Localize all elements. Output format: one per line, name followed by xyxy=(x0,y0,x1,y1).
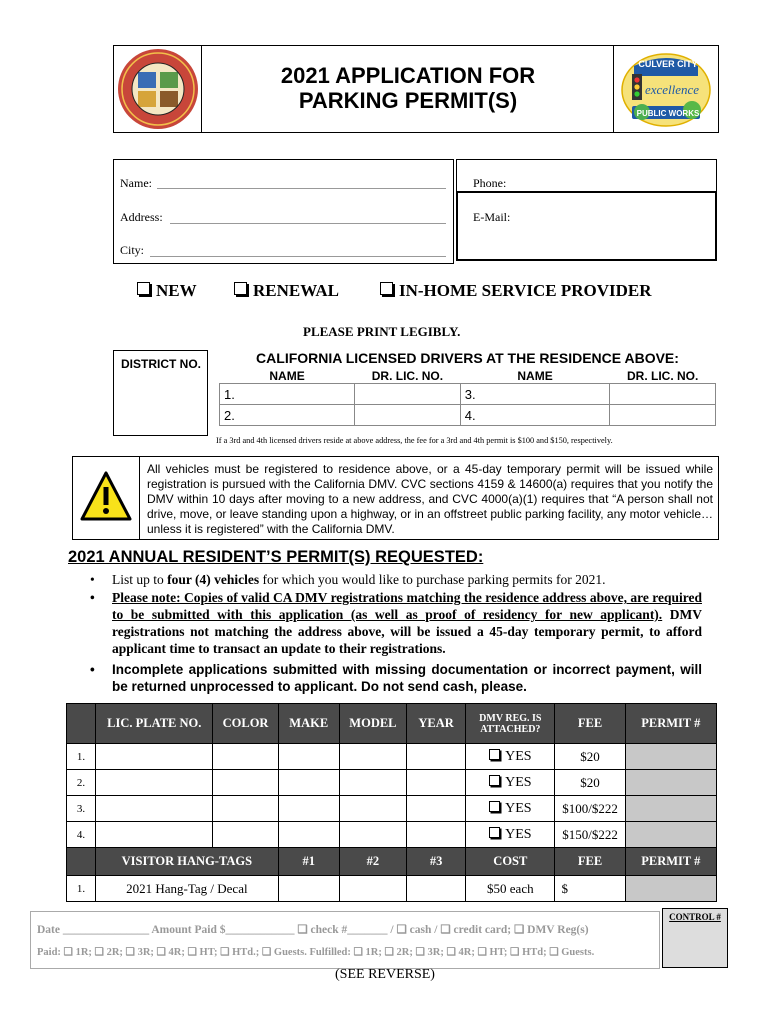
cost-cell: $50 each xyxy=(466,876,555,902)
title-line-2: PARKING PERMIT(S) xyxy=(298,88,518,113)
drivers-table xyxy=(219,369,716,426)
checkbox-icon xyxy=(489,775,500,786)
driver-row-4[interactable]: 4. xyxy=(460,405,610,426)
driver-name-header-2: NAME xyxy=(517,369,553,383)
tag2-header: #2 xyxy=(339,848,406,876)
bullet-1-pre: List up to xyxy=(112,572,168,587)
plate-input[interactable] xyxy=(96,796,213,822)
renewal-checkbox[interactable] xyxy=(234,281,339,301)
control-label: CONTROL # xyxy=(669,912,721,922)
color-input[interactable] xyxy=(213,770,278,796)
model-input[interactable] xyxy=(339,744,406,770)
make-input[interactable] xyxy=(278,822,339,848)
dmv-yes-checkbox[interactable] xyxy=(466,822,555,848)
bullet-icon: • xyxy=(90,662,95,677)
tag3-input[interactable] xyxy=(407,876,466,902)
checkbox-icon xyxy=(489,801,500,812)
office-use-line-2: Paid: ❑ 1R; ❑ 2R; ❑ 3R; ❑ 4R; ❑ HT; ❑ HTd.; ❑ Guests. Fulfilled: ❑ 1R; ❑ 2R; ❑ 3R; ❑ 4R; ❑ HT; ❑ HTd; ❑ Guests. xyxy=(37,947,595,958)
vehicle-table xyxy=(66,703,717,902)
district-input[interactable] xyxy=(118,375,202,431)
model-input[interactable] xyxy=(339,822,406,848)
table-row xyxy=(67,822,717,848)
permit-cell xyxy=(625,770,716,796)
city-label: City: xyxy=(120,243,145,257)
tag1-header: #1 xyxy=(278,848,339,876)
bullet-icon: • xyxy=(90,572,95,587)
visitor-permit-header: PERMIT # xyxy=(625,848,716,876)
bullet-2-rest: DMV registrations not matching the address above, will be issued a 45-day temporary permit, to afford applicant time to transact an update to their registrations. xyxy=(112,607,702,656)
model-input[interactable] xyxy=(339,770,406,796)
checkbox-icon xyxy=(489,827,500,838)
fee-cell: $100/$222 xyxy=(555,796,625,822)
provider-label: IN-HOME SERVICE PROVIDER xyxy=(399,281,652,300)
district-label: DISTRICT NO. xyxy=(121,357,201,371)
see-reverse: (SEE REVERSE) xyxy=(335,967,435,982)
color-header: COLOR xyxy=(213,704,278,744)
city-seal-icon xyxy=(114,46,201,132)
driver-row-1[interactable]: 1. xyxy=(220,384,355,405)
make-header: MAKE xyxy=(278,704,339,744)
row-number: 2. xyxy=(67,770,96,796)
permit-cell xyxy=(625,744,716,770)
bullet-3 xyxy=(90,661,702,695)
city-field[interactable] xyxy=(150,256,446,257)
fee-cell: $20 xyxy=(555,770,625,796)
plate-input[interactable] xyxy=(96,770,213,796)
bullet-3-text: Incomplete applications submitted with missing documentation or incorrect payment, will be returned unprocessed to applicant. Do not send cash, please. xyxy=(112,662,702,694)
checkbox-icon xyxy=(234,282,247,295)
phone-label: Phone: xyxy=(473,176,507,190)
visitor-permit-cell xyxy=(625,876,716,902)
model-header: MODEL xyxy=(339,704,406,744)
driver-fee-note: If a 3rd and 4th licensed drivers reside at above address, the fee for a 3rd and 4th permit is $100 and $150, respectively. xyxy=(216,436,613,445)
bullet-1-bold: four (4) vehicles xyxy=(167,572,260,587)
dmv-yes-checkbox[interactable] xyxy=(466,796,555,822)
driver-lic-header-2: DR. LIC. NO. xyxy=(627,369,699,383)
city-seal-cell xyxy=(114,46,202,132)
visitor-row-number-header xyxy=(67,848,96,876)
name-label: Name: xyxy=(120,176,152,190)
yes-label: YES xyxy=(505,826,532,842)
year-input[interactable] xyxy=(407,770,466,796)
driver-lic-1[interactable] xyxy=(355,384,461,405)
checkbox-icon xyxy=(489,749,500,760)
address-field[interactable] xyxy=(170,223,446,224)
bullet-icon: • xyxy=(90,590,95,605)
color-input[interactable] xyxy=(213,822,278,848)
bullet-2 xyxy=(90,589,702,657)
make-input[interactable] xyxy=(278,744,339,770)
header-box xyxy=(113,45,719,133)
table-row xyxy=(67,744,717,770)
warning-icon-cell xyxy=(73,457,140,539)
cost-header: COST xyxy=(466,848,555,876)
dmv-yes-checkbox[interactable] xyxy=(466,744,555,770)
color-input[interactable] xyxy=(213,744,278,770)
bullet-1-post: for which you would like to purchase parking permits for 2021. xyxy=(259,572,606,587)
name-field[interactable] xyxy=(157,188,446,189)
logo-line-2: excellence xyxy=(644,82,700,97)
warning-icon xyxy=(73,457,139,539)
office-use-line-1: Date _______________ Amount Paid $____________ ❑ check #_______ / ❑ cash / ❑ credit card; ❑ DMV Reg(s) xyxy=(37,924,589,936)
row-number: 4. xyxy=(67,822,96,848)
yes-label: YES xyxy=(505,774,532,790)
title-line-1: 2021 APPLICATION FOR xyxy=(280,63,536,88)
table-row xyxy=(67,876,717,902)
plate-input[interactable] xyxy=(96,744,213,770)
year-input[interactable] xyxy=(407,796,466,822)
public-works-logo-cell xyxy=(613,46,718,132)
provider-checkbox[interactable] xyxy=(380,281,652,301)
tag2-input[interactable] xyxy=(339,876,406,902)
permit-header: PERMIT # xyxy=(625,704,716,744)
row-number: 1. xyxy=(67,876,96,902)
visitor-header: VISITOR HANG-TAGS xyxy=(96,848,279,876)
contact-box-left xyxy=(113,159,454,264)
warning-text: All vehicles must be registered to residence above, or a 45-day temporary permit will be issued while registration is pursued with the California DMV. CVC sections 4159 & 14600(a) requires that you notify the DMV within 10 days after moving to a new address, and CVC 4000(a)(1) requires that “A person shall not drive, move, or leave standing upon a highway, or in an offstreet public parking facility, any motor vehicle…unless it is registered” with the California DMV. xyxy=(147,462,713,536)
checkbox-icon xyxy=(380,282,393,295)
bullet-1 xyxy=(90,571,702,588)
year-input[interactable] xyxy=(407,822,466,848)
row-number: 1. xyxy=(67,744,96,770)
section-title: 2021 ANNUAL RESIDENT’S PERMIT(S) REQUESTED: xyxy=(68,548,484,566)
tag1-input[interactable] xyxy=(278,876,339,902)
dmv-yes-checkbox[interactable] xyxy=(466,770,555,796)
print-note: PLEASE PRINT LEGIBLY. xyxy=(303,324,461,339)
address-label: Address: xyxy=(120,210,163,224)
driver-row-3[interactable]: 3. xyxy=(460,384,610,405)
new-checkbox[interactable] xyxy=(137,281,197,301)
visitor-fee-header: FEE xyxy=(555,848,625,876)
driver-lic-header: DR. LIC. NO. xyxy=(371,369,444,383)
form-title xyxy=(202,63,614,113)
table-row xyxy=(67,770,717,796)
year-input[interactable] xyxy=(407,744,466,770)
bullet-2-underlined: Please note: Copies of valid CA DMV registrations matching the residence address above, are required to be submitted with this application (as well as proof of residency for new applicant). xyxy=(112,590,702,622)
warning-box xyxy=(72,456,719,540)
row-number-header xyxy=(67,704,96,744)
plate-header: LIC. PLATE NO. xyxy=(96,704,213,744)
make-input[interactable] xyxy=(278,796,339,822)
color-input[interactable] xyxy=(213,796,278,822)
model-input[interactable] xyxy=(339,796,406,822)
year-header: YEAR xyxy=(407,704,466,744)
public-works-logo-icon xyxy=(614,46,718,132)
driver-name-header: NAME xyxy=(269,369,305,383)
table-row xyxy=(67,796,717,822)
checkbox-icon xyxy=(137,282,150,295)
visitor-fee-cell[interactable]: $ xyxy=(555,876,625,902)
yes-label: YES xyxy=(505,800,532,816)
dmv-header: DMV REG. IS ATTACHED? xyxy=(466,704,555,744)
driver-lic-2[interactable] xyxy=(355,405,461,426)
control-number-box xyxy=(662,908,728,968)
logo-line-1: CULVER CITY xyxy=(638,59,698,69)
driver-lic-4[interactable] xyxy=(610,405,716,426)
permit-cell xyxy=(625,822,716,848)
tag3-header: #3 xyxy=(407,848,466,876)
district-box xyxy=(113,350,208,436)
fee-header: FEE xyxy=(555,704,625,744)
fee-cell: $20 xyxy=(555,744,625,770)
office-use-box xyxy=(30,911,660,969)
renewal-label: RENEWAL xyxy=(253,281,339,300)
permit-cell xyxy=(625,796,716,822)
phone-field[interactable] xyxy=(512,172,710,188)
driver-row-2[interactable]: 2. xyxy=(220,405,355,426)
plate-input[interactable] xyxy=(96,822,213,848)
new-label: NEW xyxy=(156,281,197,300)
email-field[interactable] xyxy=(515,206,709,224)
driver-lic-3[interactable] xyxy=(610,384,716,405)
make-input[interactable] xyxy=(278,770,339,796)
fee-cell: $150/$222 xyxy=(555,822,625,848)
yes-label: YES xyxy=(505,748,532,764)
hang-tag-item: 2021 Hang-Tag / Decal xyxy=(96,876,279,902)
email-label: E-Mail: xyxy=(473,210,511,224)
email-box xyxy=(456,191,717,261)
drivers-title: CALIFORNIA LICENSED DRIVERS AT THE RESIDENCE ABOVE: xyxy=(256,350,679,366)
row-number: 3. xyxy=(67,796,96,822)
logo-line-3: PUBLIC WORKS xyxy=(636,109,700,118)
